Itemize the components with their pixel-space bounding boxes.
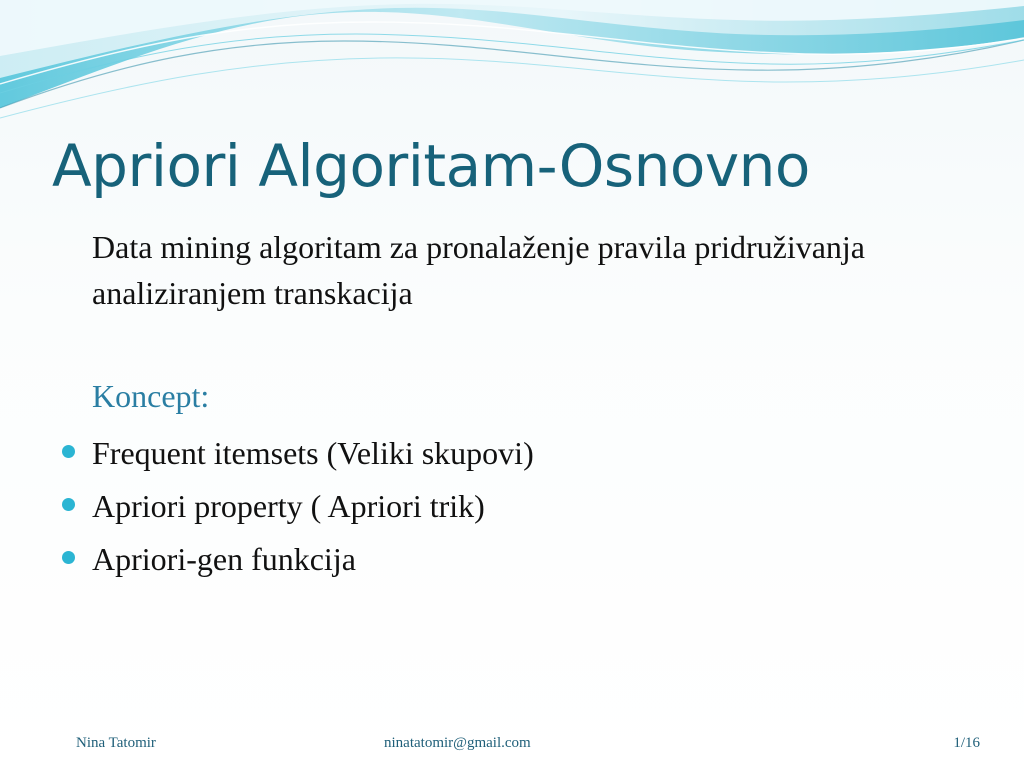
footer-email: ninatatomir@gmail.com [384, 735, 531, 751]
page-number: 1/16 [953, 735, 980, 751]
list-item-frequent-itemsets [62, 426, 534, 479]
bullet-dot-icon [62, 551, 75, 564]
slide-footer [0, 733, 1024, 753]
list-item-text: Apriori property ( Apriori trik) [92, 487, 485, 524]
list-item-text: Frequent itemsets (Veliki skupovi) [92, 434, 534, 471]
bullet-list [62, 426, 534, 585]
bullet-dot-icon [62, 498, 75, 511]
list-item-apriori-gen [62, 532, 534, 585]
list-item-apriori-property [62, 479, 534, 532]
footer-author: Nina Tatomir [76, 735, 156, 751]
bullet-dot-icon [62, 445, 75, 458]
slide-title: Apriori Algoritam-Osnovno [52, 132, 810, 200]
intro-text: Data mining algoritam za pronalaženje pravila pridruživanja analiziranjem transkacija [92, 229, 865, 311]
wave-header-decoration [0, 0, 1024, 130]
list-item-text: Apriori-gen funkcija [92, 540, 356, 577]
concept-label: Koncept: [92, 378, 210, 414]
